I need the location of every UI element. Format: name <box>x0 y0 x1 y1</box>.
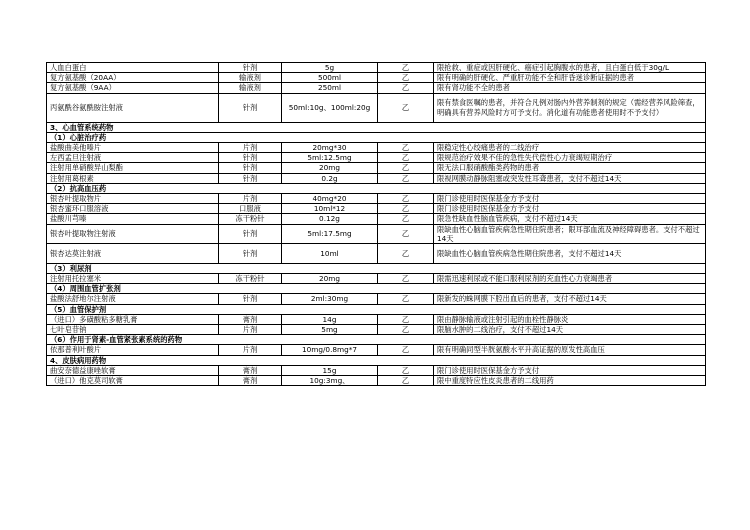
section-title: （5）血管保护剂 <box>47 304 706 314</box>
category-cell: 乙 <box>378 376 434 386</box>
drug-name-cell: 银杏叶提取物片 <box>47 194 219 204</box>
category-cell: 乙 <box>378 153 434 163</box>
category-cell: 乙 <box>378 224 434 244</box>
section-title: （3）利尿剂 <box>47 263 706 273</box>
dosage-form-cell: 针剂 <box>219 163 282 173</box>
section-header-row <box>47 304 706 314</box>
drug-name-cell: 依那普利叶酸片 <box>47 345 219 355</box>
table-row <box>47 365 706 375</box>
drug-name-cell: 银杏蜜环口服溶液 <box>47 204 219 214</box>
section-title: 3、心血管系统药物 <box>47 122 706 132</box>
specification-cell: 20mg <box>282 274 378 284</box>
table-row <box>47 274 706 284</box>
dosage-form-cell: 膏剂 <box>219 376 282 386</box>
category-cell: 乙 <box>378 194 434 204</box>
restriction-note-cell: 限门诊使用时医保基金方予支付 <box>434 204 706 214</box>
category-cell: 乙 <box>378 204 434 214</box>
dosage-form-cell: 冻干粉针 <box>219 274 282 284</box>
drug-name-cell: 注射用托拉塞米 <box>47 274 219 284</box>
drug-table <box>46 62 706 386</box>
category-cell: 乙 <box>378 83 434 93</box>
table-row <box>47 325 706 335</box>
category-cell: 乙 <box>378 214 434 224</box>
specification-cell: 5g <box>282 63 378 73</box>
restriction-note-cell: 限有明确的肝硬化、严重肝功能不全和肝昏迷诊断证据的患者 <box>434 73 706 83</box>
restriction-note-cell: 限需迅速利尿或不能口服利尿剂的充血性心力衰竭患者 <box>434 274 706 284</box>
section-header-row <box>47 284 706 294</box>
table-row <box>47 143 706 153</box>
drug-list-document <box>46 62 705 386</box>
table-row <box>47 153 706 163</box>
restriction-note-cell: 限无法口服硝酸酯类药物的患者 <box>434 163 706 173</box>
specification-cell: 10g:3mg、 <box>282 376 378 386</box>
drug-name-cell: 人血白蛋白 <box>47 63 219 73</box>
specification-cell: 20mg*30 <box>282 143 378 153</box>
table-row <box>47 345 706 355</box>
table-row <box>47 294 706 304</box>
category-cell: 乙 <box>378 173 434 183</box>
dosage-form-cell: 输液剂 <box>219 73 282 83</box>
category-cell: 乙 <box>378 143 434 153</box>
drug-name-cell: 银杏叶提取物注射液 <box>47 224 219 244</box>
table-row <box>47 204 706 214</box>
category-cell: 乙 <box>378 274 434 284</box>
restriction-note-cell: 限缺血性心脑血管疾病急性期住院患者，支付不超过14天 <box>434 244 706 264</box>
drug-name-cell: 盐酸曲美他嗪片 <box>47 143 219 153</box>
specification-cell: 5ml:12.5mg <box>282 153 378 163</box>
drug-name-cell: 曲安奈德益康唑软膏 <box>47 365 219 375</box>
category-cell: 乙 <box>378 163 434 173</box>
specification-cell: 250ml <box>282 83 378 93</box>
table-row <box>47 224 706 244</box>
drug-name-cell: 左西孟旦注射液 <box>47 153 219 163</box>
specification-cell: 10ml <box>282 244 378 264</box>
restriction-note-cell: 限有明确同型半胱氨酸水平升高证据的原发性高血压 <box>434 345 706 355</box>
dosage-form-cell: 针剂 <box>219 153 282 163</box>
restriction-note-cell: 限稳定性心绞痛患者的二线治疗 <box>434 143 706 153</box>
dosage-form-cell: 针剂 <box>219 244 282 264</box>
drug-name-cell: 复方氨基酸（20AA） <box>47 73 219 83</box>
drug-name-cell: 丙氨酰谷氨酰胺注射液 <box>47 93 219 122</box>
dosage-form-cell: 针剂 <box>219 294 282 304</box>
table-row <box>47 73 706 83</box>
table-row <box>47 214 706 224</box>
table-row <box>47 376 706 386</box>
drug-name-cell: 注射用单硝酸异山梨酯 <box>47 163 219 173</box>
dosage-form-cell: 针剂 <box>219 93 282 122</box>
restriction-note-cell: 限门诊使用时医保基金方予支付 <box>434 365 706 375</box>
table-row <box>47 163 706 173</box>
dosage-form-cell: 片剂 <box>219 194 282 204</box>
restriction-note-cell: 限由静脉输液或注射引起的血栓性静脉炎 <box>434 314 706 324</box>
dosage-form-cell: 膏剂 <box>219 365 282 375</box>
dosage-form-cell: 口服液 <box>219 204 282 214</box>
category-cell: 乙 <box>378 244 434 264</box>
drug-table-body <box>47 63 706 386</box>
restriction-note-cell: 限门诊使用时医保基金方予支付 <box>434 194 706 204</box>
restriction-note-cell: 限规范治疗效果不佳的急性失代偿性心力衰竭短期治疗 <box>434 153 706 163</box>
specification-cell: 2ml:30mg <box>282 294 378 304</box>
category-cell: 乙 <box>378 345 434 355</box>
restriction-note-cell: 限新发的蛛网膜下腔出血后的患者，支付不超过14天 <box>434 294 706 304</box>
restriction-note-cell: 限脑水肿的二线治疗，支付不超过14天 <box>434 325 706 335</box>
restriction-note-cell: 限有禁食医嘱的患者，并符合凡例对肠内外营养制剂的规定（需经营养风险筛查，明确具有营养风险时方可予支付。消化道有功能患者使用时不予支付） <box>434 93 706 122</box>
dosage-form-cell: 针剂 <box>219 224 282 244</box>
specification-cell: 40mg*20 <box>282 194 378 204</box>
section-header-row <box>47 122 706 132</box>
drug-name-cell: 复方氨基酸（9AA） <box>47 83 219 93</box>
dosage-form-cell: 针剂 <box>219 173 282 183</box>
specification-cell: 15g <box>282 365 378 375</box>
specification-cell: 10mg/0.8mg*7 <box>282 345 378 355</box>
restriction-note-cell: 限抢救、重症或因肝硬化、癌症引起胸腹水的患者，且白蛋白低于30g/L <box>434 63 706 73</box>
restriction-note-cell: 限缺血性心脑血管疾病急性期住院患者；限耳部血流及神经障碍患者。支付不超过14天 <box>434 224 706 244</box>
section-header-row <box>47 335 706 345</box>
section-title: （1）心脏治疗药 <box>47 132 706 142</box>
section-title: （4）周围血管扩张剂 <box>47 284 706 294</box>
category-cell: 乙 <box>378 365 434 375</box>
section-header-row <box>47 183 706 193</box>
section-header-row <box>47 355 706 365</box>
dosage-form-cell: 输液剂 <box>219 83 282 93</box>
section-title: 4、皮肤病用药物 <box>47 355 706 365</box>
restriction-note-cell: 限有肾功能不全的患者 <box>434 83 706 93</box>
drug-name-cell: 注射用葛根素 <box>47 173 219 183</box>
drug-name-cell: （进口）多磺酸粘多糖乳膏 <box>47 314 219 324</box>
category-cell: 乙 <box>378 73 434 83</box>
specification-cell: 500ml <box>282 73 378 83</box>
section-title: （6）作用于肾素-血管紧张素系统的药物 <box>47 335 706 345</box>
dosage-form-cell: 针剂 <box>219 63 282 73</box>
specification-cell: 50ml:10g、100ml:20g <box>282 93 378 122</box>
restriction-note-cell: 限急性缺血性脑血管疾病，支付不超过14天 <box>434 214 706 224</box>
section-header-row <box>47 263 706 273</box>
section-header-row <box>47 132 706 142</box>
table-row <box>47 314 706 324</box>
category-cell: 乙 <box>378 63 434 73</box>
specification-cell: 10ml*12 <box>282 204 378 214</box>
restriction-note-cell: 限中重度特应性皮炎患者的二线用药 <box>434 376 706 386</box>
drug-name-cell: 银杏达莫注射液 <box>47 244 219 264</box>
table-row <box>47 194 706 204</box>
table-row <box>47 244 706 264</box>
section-title: （2）抗高血压药 <box>47 183 706 193</box>
drug-name-cell: 盐酸川芎嗪 <box>47 214 219 224</box>
dosage-form-cell: 片剂 <box>219 325 282 335</box>
category-cell: 乙 <box>378 93 434 122</box>
specification-cell: 0.12g <box>282 214 378 224</box>
drug-name-cell: 盐酸法舒地尔注射液 <box>47 294 219 304</box>
specification-cell: 5mg <box>282 325 378 335</box>
table-row <box>47 93 706 122</box>
dosage-form-cell: 冻干粉针 <box>219 214 282 224</box>
category-cell: 乙 <box>378 325 434 335</box>
drug-name-cell: （进口）他克莫司软膏 <box>47 376 219 386</box>
dosage-form-cell: 片剂 <box>219 345 282 355</box>
table-row <box>47 83 706 93</box>
specification-cell: 0.2g <box>282 173 378 183</box>
category-cell: 乙 <box>378 294 434 304</box>
table-row <box>47 173 706 183</box>
restriction-note-cell: 限视网膜动静脉阻塞或突发性耳聋患者，支付不超过14天 <box>434 173 706 183</box>
specification-cell: 20mg <box>282 163 378 173</box>
dosage-form-cell: 片剂 <box>219 143 282 153</box>
specification-cell: 14g <box>282 314 378 324</box>
category-cell: 乙 <box>378 314 434 324</box>
table-row <box>47 63 706 73</box>
dosage-form-cell: 膏剂 <box>219 314 282 324</box>
specification-cell: 5ml:17.5mg <box>282 224 378 244</box>
drug-name-cell: 七叶皂苷钠 <box>47 325 219 335</box>
